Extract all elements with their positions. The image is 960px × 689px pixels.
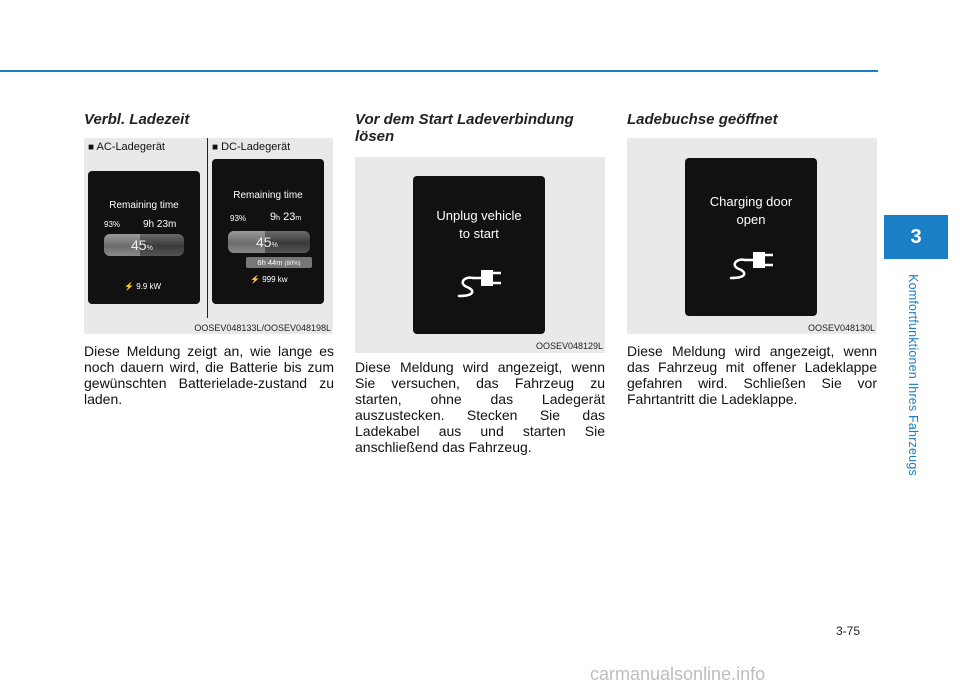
dc-charging-screen bbox=[212, 159, 324, 304]
figure-caption: OOSEV048133L/OOSEV048198L bbox=[194, 323, 331, 333]
dc-target-time-badge: 6h 44m (80%) bbox=[246, 257, 312, 268]
watermark: carmanualsonline.info bbox=[590, 664, 766, 684]
lightning-icon: ⚡ bbox=[250, 275, 260, 284]
body-text-charging-door: Diese Meldung wird angezeigt, wenn das Fahrzeug mit offener Ladeklappe gefahren wird. Schließen Sie vor Fahrtantritt die Ladeklappe. bbox=[627, 343, 877, 407]
ac-battery-percent: 45% bbox=[131, 237, 153, 253]
figure-unplug bbox=[355, 157, 605, 353]
figure-divider bbox=[207, 138, 208, 318]
ac-remaining-time: 9h 23m bbox=[143, 219, 177, 230]
dc-charger-label: ■ DC-Ladegerät bbox=[212, 141, 291, 153]
lightning-icon: ⚡ bbox=[124, 282, 134, 291]
ac-charging-screen bbox=[88, 171, 200, 304]
ac-target-percent: 93% bbox=[104, 220, 121, 229]
section-heading-unplug: Vor dem Start Ladeverbindung lösen bbox=[355, 111, 574, 145]
dc-target-percent: 93% bbox=[230, 214, 247, 223]
door-message-line-1: Charging door bbox=[709, 194, 793, 209]
door-message-line-2: open bbox=[736, 212, 766, 227]
charging-plug-icon bbox=[725, 236, 785, 280]
ac-power-readout: ⚡ 9.9 kW bbox=[124, 282, 162, 291]
body-text-remaining-time: Diese Meldung zeigt an, wie lange es noch dauern wird, die Batterie bis zum gewünschten Batterielade-zustand zu laden. bbox=[84, 343, 334, 407]
dc-battery-gauge bbox=[228, 231, 310, 253]
dc-power-readout: ⚡ 999 kw bbox=[250, 275, 288, 284]
charging-plug-icon bbox=[453, 254, 513, 298]
section-heading-remaining-time: Verbl. Ladezeit bbox=[84, 111, 190, 128]
unplug-message-line-1: Unplug vehicle bbox=[436, 208, 522, 223]
figure-caption: OOSEV048130L bbox=[807, 323, 875, 333]
charging-door-screen bbox=[685, 158, 817, 316]
page-number: 3-75 bbox=[836, 624, 861, 638]
header-rule bbox=[0, 70, 878, 72]
unplug-message-line-2: to start bbox=[459, 226, 499, 241]
figure-remaining-time bbox=[84, 138, 333, 334]
unplug-screen bbox=[413, 176, 545, 334]
body-text-unplug: Diese Meldung wird angezeigt, wenn Sie versuchen, das Fahrzeug zu starten, ohne das Ladegerät auszustecken. Stecken Sie das Ladekabel aus und starten Sie anschließend das Fahrzeug. bbox=[355, 359, 605, 455]
section-heading-charging-door: Ladebuchse geöffnet bbox=[627, 111, 778, 128]
figure-charging-door bbox=[627, 138, 877, 334]
chapter-title: Komfortfunktionen Ihres Fahrzeugs bbox=[906, 274, 920, 476]
figure-caption: OOSEV048129L bbox=[535, 341, 603, 351]
ac-battery-gauge bbox=[104, 234, 184, 256]
chapter-number-tab: 3 bbox=[884, 215, 948, 259]
ac-charger-label: ■ AC-Ladegerät bbox=[88, 141, 165, 153]
ac-remaining-title: Remaining time bbox=[109, 200, 179, 211]
dc-remaining-title: Remaining time bbox=[233, 190, 303, 201]
dc-battery-percent: 45% bbox=[256, 234, 278, 250]
dc-remaining-time: 9h 23m bbox=[270, 211, 302, 223]
